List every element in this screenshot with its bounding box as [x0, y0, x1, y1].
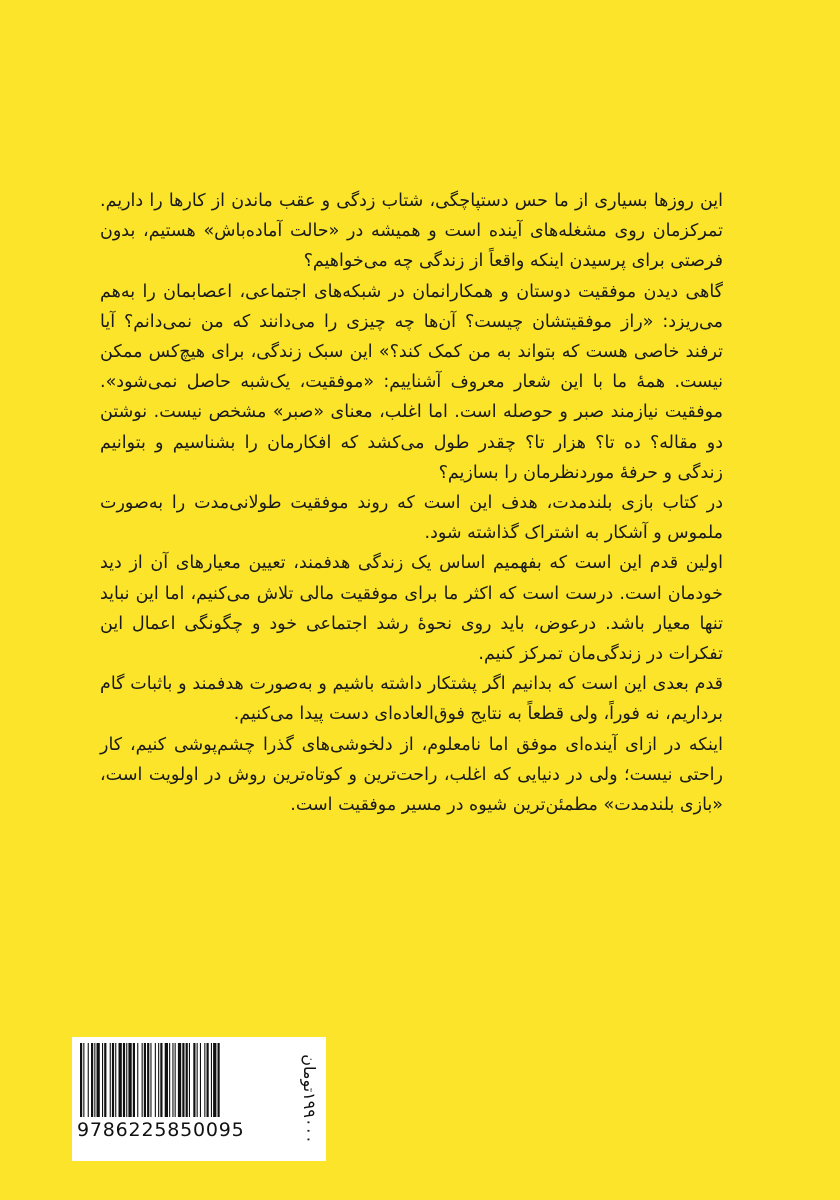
barcode-bar: [147, 1043, 149, 1117]
barcode-bar: [178, 1043, 181, 1117]
back-cover-blurb: [100, 186, 723, 820]
barcode-bar: [158, 1043, 159, 1117]
barcode-bar: [169, 1043, 170, 1117]
barcode-bar: [189, 1043, 190, 1117]
barcode-bar: [91, 1043, 93, 1117]
barcode-bar: [80, 1043, 82, 1117]
barcode-bar: [218, 1043, 220, 1117]
barcode-bar: [83, 1043, 84, 1117]
barcode-bar: [104, 1043, 106, 1117]
blurb-paragraph: قدم بعدی این است که بدانیم اگر پشتکار داشته باشیم و به‌صورت هدفمند و باثبات گام برداریم، نه فوراً، ولی قطعاً به نتایج فوق‌العاده‌ای دست پیدا می‌کنیم.: [100, 674, 723, 725]
price-label: ۱۹۹۰۰۰تومان: [300, 1054, 319, 1144]
isbn-barcode-box: [72, 1037, 326, 1161]
barcode-bar: [119, 1043, 122, 1117]
barcode-bar: [144, 1043, 146, 1117]
barcode-bar: [172, 1043, 173, 1117]
barcode-bar: [175, 1043, 176, 1117]
barcode-bar: [193, 1043, 195, 1117]
blurb-paragraph: گاهی دیدن موفقیت دوستان و همکارانمان در شبکه‌های اجتماعی، اعصابمان را به‌هم می‌ریزد: «راز موفقیتشان چیست؟ آن‌ها چه چیزی را می‌دانند که من نمی‌دانم؟ آیا ترفند خاصی هست که بتواند به من کمک کند؟» این سبک زندگی، برای هیچ‌کس ممکن نیست. همهٔ ما با این شعار معروف آشناییم: «موفقیت، یک‌شبه حاصل نمی‌شود». موفقیت نیازمند صبر و حوصله است. اما اغلب، معنای «صبر» مشخص نیست. نوشتن دو مقاله؟ ده تا؟ هزار تا؟ چقدر طول می‌کشد که افکارمان را بشناسیم و بتوانیم زندگی و حرفهٔ موردنظرمان را بسازیم؟: [100, 281, 723, 483]
barcode-bar: [182, 1043, 184, 1117]
barcode-bar: [126, 1043, 127, 1117]
barcode-bar: [142, 1043, 143, 1117]
barcode-bar: [160, 1043, 162, 1117]
barcode-bar: [123, 1043, 125, 1117]
barcode-bar: [112, 1043, 114, 1117]
isbn-number: 9786225850095: [77, 1119, 245, 1141]
barcode-bar: [213, 1043, 216, 1117]
barcode-bar: [150, 1043, 151, 1117]
barcode-bar: [186, 1043, 188, 1117]
barcode-bar: [211, 1043, 212, 1117]
barcode-bar: [200, 1043, 201, 1117]
blurb-paragraph: اینکه در ازای آینده‌ای موفق اما نامعلوم، از دلخوشی‌های گذرا چشم‌پوشی کنیم، کار راحتی نیست؛ ولی در دنیایی که اغلب، راحت‌ترین و کوتاه‌ترین روش در اولویت است، «بازی بلندمدت» مطمئن‌ترین شیوه در مسیر موفقیت است.: [100, 734, 723, 816]
barcode-bar: [128, 1043, 131, 1117]
barcode-bar: [155, 1043, 156, 1117]
barcode-bar: [133, 1043, 135, 1117]
barcode-bar: [102, 1043, 103, 1117]
barcode-bar: [94, 1043, 95, 1117]
barcode-bars: [78, 1043, 288, 1117]
barcode-bar: [197, 1043, 198, 1117]
blurb-paragraph: اولین قدم این است که بفهمیم اساس یک زندگی هدفمند، تعیین معیارهای آن از دید خودمان است. درست است که اکثر ما برای موفقیت مالی تلاش می‌کنیم، اما این نباید تنها معیار باشد. درعوض، باید روی نحوهٔ رشد اجتماعی خود و چگونگی اعمال این تفکرات در زندگی‌مان تمرکز کنیم.: [100, 553, 723, 665]
barcode-bar: [165, 1043, 168, 1117]
barcode-bar: [88, 1043, 89, 1117]
barcode-bar: [207, 1043, 209, 1117]
barcode-bar: [97, 1043, 100, 1117]
barcode-bar: [115, 1043, 116, 1117]
blurb-paragraph: این روزها بسیاری از ما حس دستپاچگی، شتاب زدگی و عقب ماندن از کارها را داریم. تمرکزمان روی مشغله‌های آینده است و همیشه در «حالت آماده‌باش» هستیم، بدون فرصتی برای پرسیدن اینکه واقعاً از زندگی چه می‌خواهیم؟: [100, 191, 723, 272]
blurb-paragraph: در کتاب بازی بلندمدت، هدف این است که روند موفقیت طولانی‌مدت را به‌صورت ملموس و آشکار به اشتراک گذاشته شود.: [100, 493, 723, 544]
barcode-bar: [137, 1043, 138, 1117]
barcode-bar: [110, 1043, 111, 1117]
barcode-bar: [204, 1043, 205, 1117]
